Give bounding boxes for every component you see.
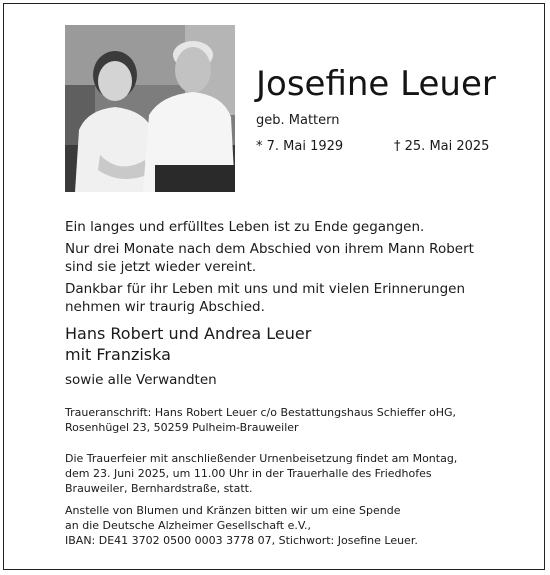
donation-line: an die Deutsche Alzheimer Gesellschaft e.V., bbox=[65, 519, 311, 532]
farewell-message bbox=[65, 218, 505, 320]
couple-photo bbox=[65, 25, 235, 192]
donation-line: IBAN: DE41 3702 0500 0003 3778 07, Stichwort: Josefine Leuer. bbox=[65, 534, 418, 547]
donation-info bbox=[65, 503, 505, 548]
deceased-name: Josefine Leuer bbox=[256, 64, 496, 104]
ceremony-line: Die Trauerfeier mit anschließender Urnenbeisetzung findet am Montag, bbox=[65, 452, 458, 465]
message-line: Dankbar für ihr Leben mit uns und mit vielen Erinnerungen bbox=[65, 281, 466, 297]
relatives-line: sowie alle Verwandten bbox=[65, 372, 217, 388]
address-line: Traueranschrift: Hans Robert Leuer c/o Bestattungshaus Schieffer oHG, bbox=[65, 406, 456, 419]
mourners-line: mit Franziska bbox=[65, 345, 171, 364]
maiden-name: geb. Mattern bbox=[256, 113, 340, 128]
message-line: Nur drei Monate nach dem Abschied von ihrem Mann Robert bbox=[65, 241, 474, 257]
mourners bbox=[65, 323, 311, 365]
ceremony-line: Brauweiler, Bernhardstraße, statt. bbox=[65, 482, 253, 495]
message-paragraph bbox=[65, 240, 505, 276]
message-line: nehmen wir traurig Abschied. bbox=[65, 299, 265, 315]
message-line: sind sie jetzt wieder vereint. bbox=[65, 259, 257, 275]
address-line: Rosenhügel 23, 50259 Pulheim-Brauweiler bbox=[65, 421, 299, 434]
birth-date: * 7. Mai 1929 bbox=[256, 139, 344, 154]
death-date: † 25. Mai 2025 bbox=[394, 139, 490, 154]
mourning-address bbox=[65, 405, 505, 435]
ceremony-info bbox=[65, 451, 505, 496]
message-paragraph bbox=[65, 280, 505, 316]
message-line: Ein langes und erfülltes Leben ist zu Ende gegangen. bbox=[65, 219, 425, 235]
message-paragraph bbox=[65, 218, 505, 236]
donation-line: Anstelle von Blumen und Kränzen bitten wir um eine Spende bbox=[65, 504, 401, 517]
ceremony-line: dem 23. Juni 2025, um 11.00 Uhr in der Trauerhalle des Friedhofes bbox=[65, 467, 432, 480]
mourners-line: Hans Robert und Andrea Leuer bbox=[65, 324, 312, 343]
